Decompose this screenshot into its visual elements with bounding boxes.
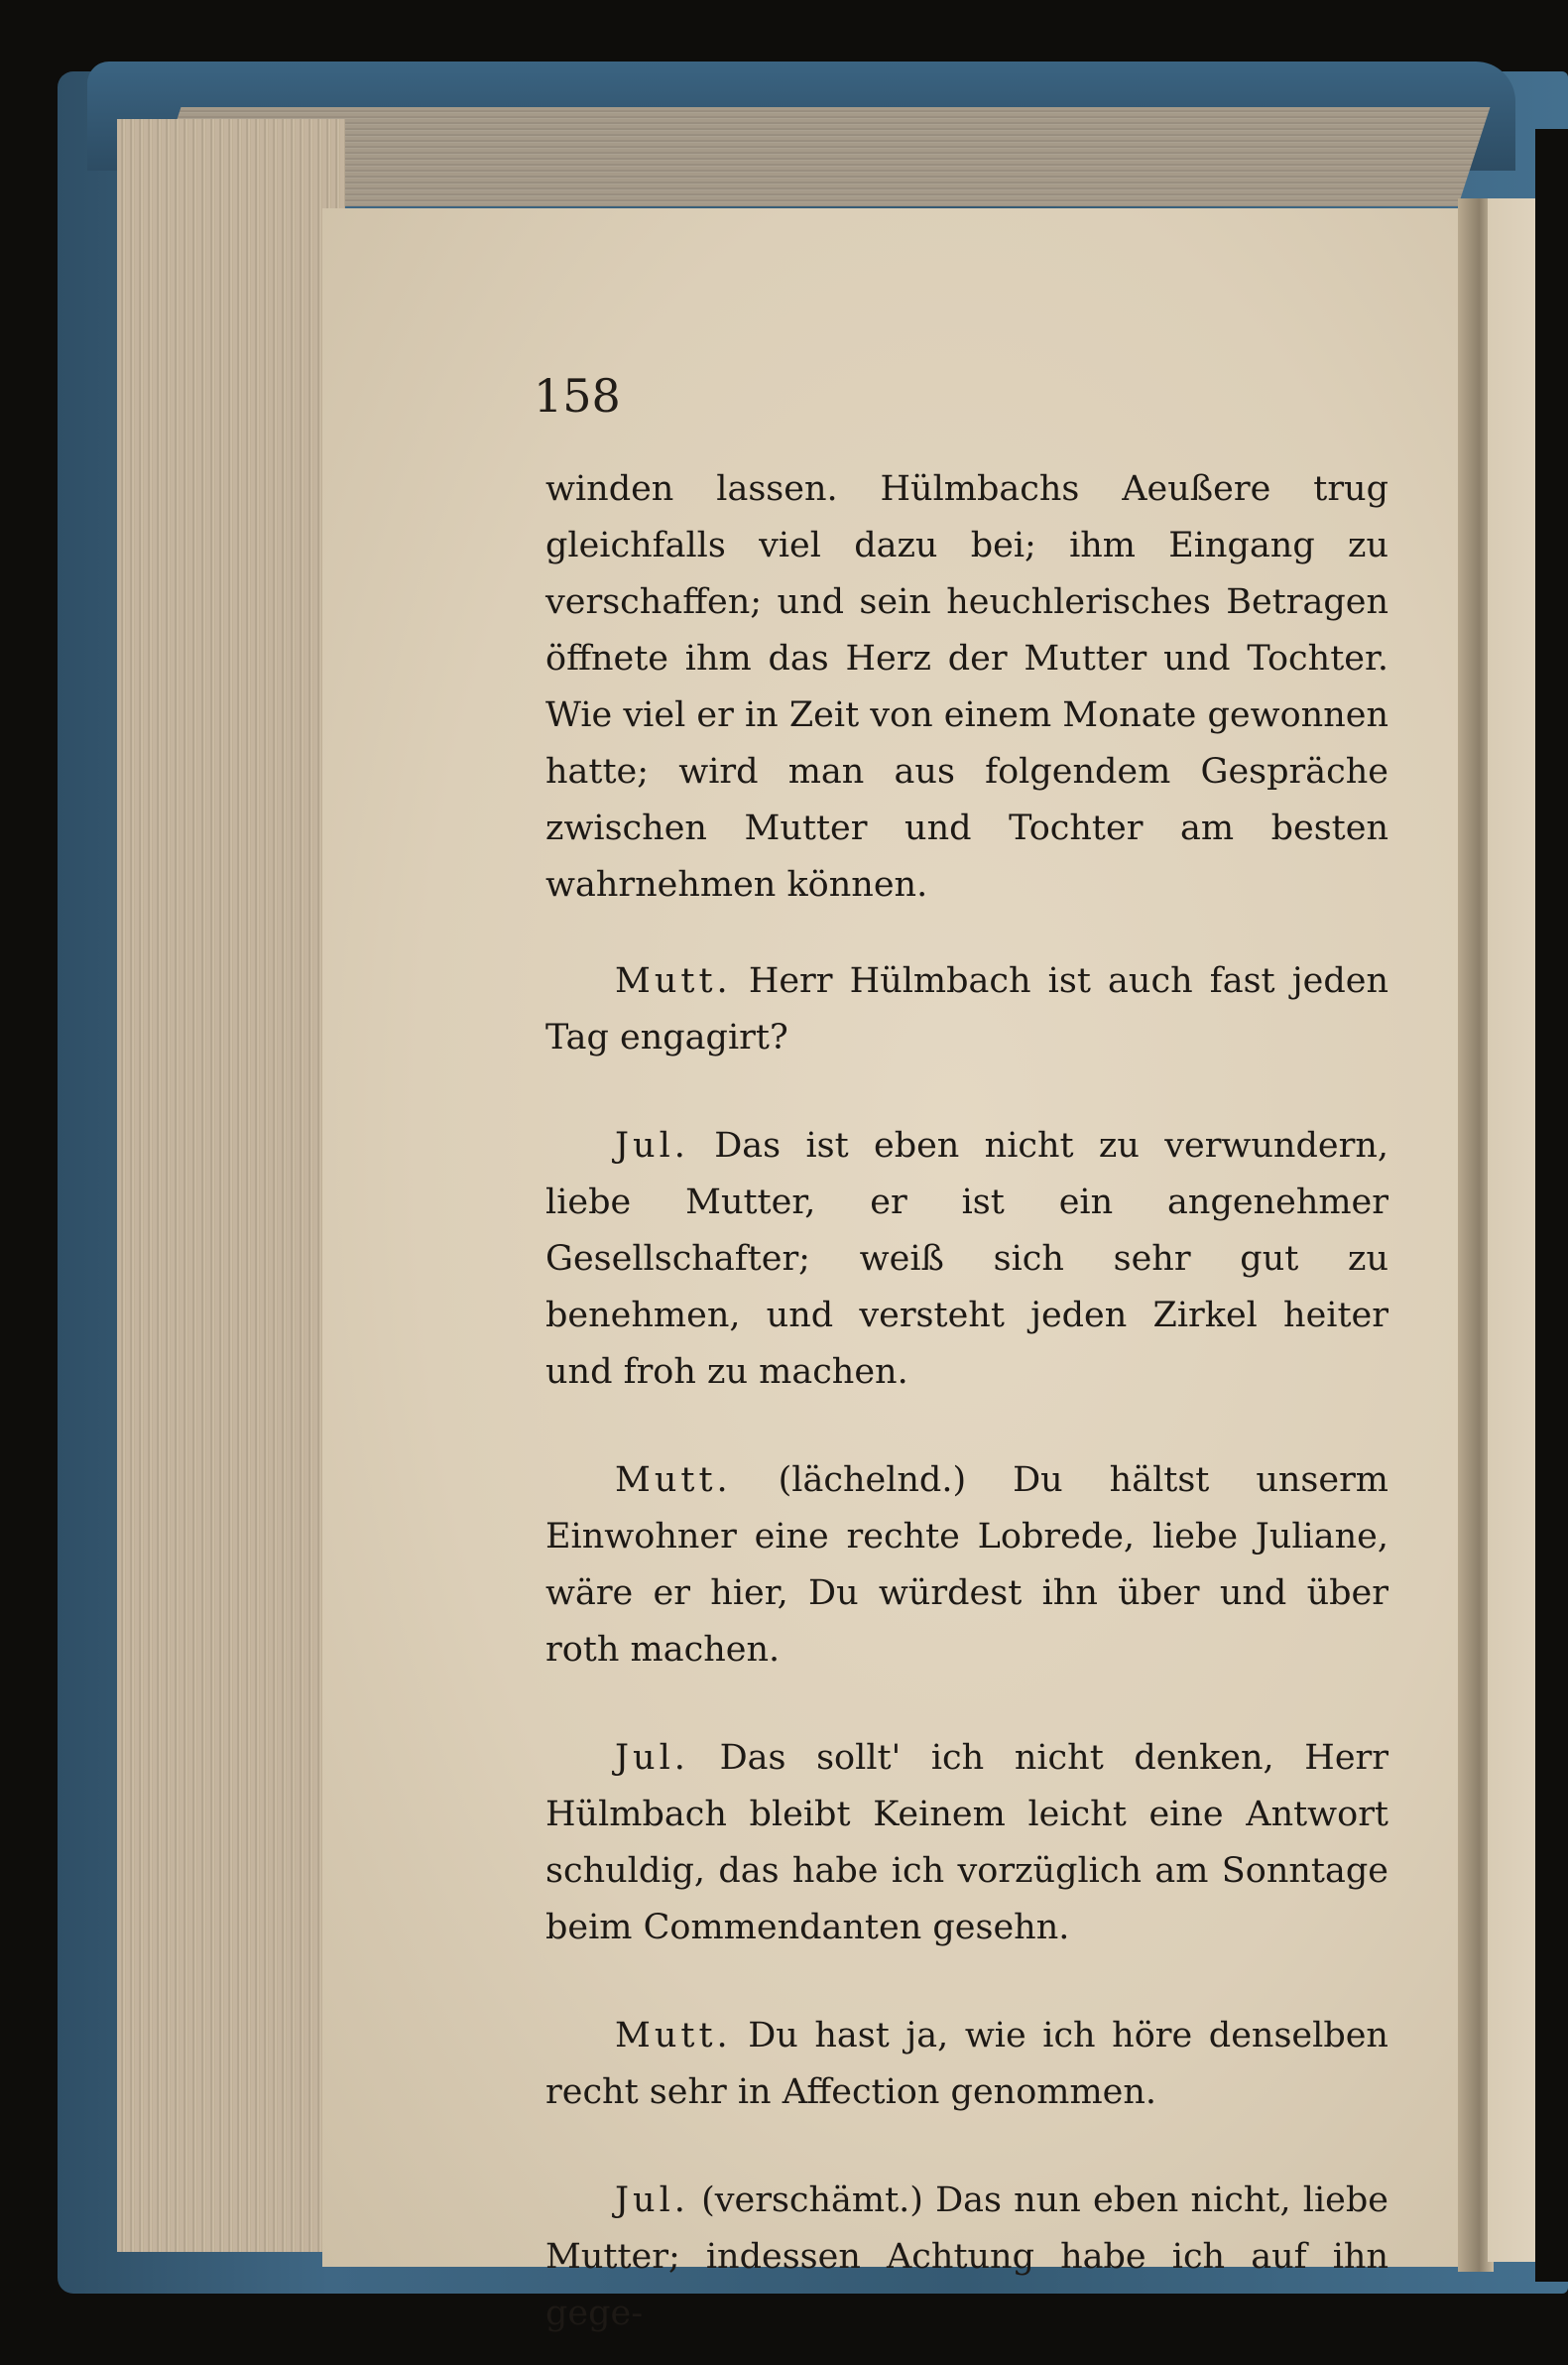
paragraph-text: (lächelnd.) Du hältst unserm Einwohner eine rechte Lobrede, liebe Juliane, wäre er hier, Du würdest ihn über und über roth machen.: [545, 1460, 1388, 1670]
paragraph-text: (verschämt.) Das nun eben nicht, liebe Mutter; indessen Achtung habe ich auf ihn gege-: [545, 2180, 1388, 2333]
speaker-label: Jul.: [615, 1126, 689, 1166]
speaker-label: Mutt.: [615, 961, 732, 1001]
page-number: 158: [534, 369, 621, 423]
background-edge: [1535, 129, 1568, 2282]
speaker-label: Jul.: [615, 1738, 689, 1778]
speaker-label: Mutt.: [615, 1460, 732, 1500]
paragraph-text: Das ist eben nicht zu verwundern, liebe Mutter, er ist ein angenehmer Gesellschafter; weiß sich sehr gut zu benehmen, und versteht jeden Zirkel heiter und froh zu machen.: [545, 1126, 1388, 1392]
speaker-label: Jul.: [615, 2180, 689, 2220]
dialog-paragraph: [545, 2173, 1388, 2342]
page-text: [545, 461, 1388, 2342]
dialog-paragraph: [545, 2008, 1388, 2121]
paragraph-text: Das sollt' ich nicht denken, Herr Hülmbach bleibt Keinem leicht eine Antwort schuldig, das habe ich vorzüglich am Sonntage beim Commendanten gesehn.: [545, 1738, 1388, 1947]
dialog-paragraph: [545, 953, 1388, 1066]
speaker-label: Mutt.: [615, 2016, 732, 2055]
page-edges-side: [117, 119, 345, 2252]
page-edges-top: [149, 107, 1490, 206]
paragraph-text: Du hast ja, wie ich höre denselben recht sehr in Affection genommen.: [545, 2016, 1388, 2112]
dialog-paragraph: [545, 1452, 1388, 1679]
paragraph-text: winden lassen. Hülmbachs Aeußere trug gleichfalls viel dazu bei; ihm Eingang zu verschaffen; und sein heuchlerisches Betragen öffnete ihm das Herz der Mutter und Tochter. Wie viel er in Zeit von einem Monate gewonnen hatte; wird man aus folgendem Gespräche zwischen Mutter und Tochter am besten wahrnehmen können.: [545, 469, 1388, 905]
dialog-paragraph: [545, 1118, 1388, 1401]
paragraph-text: Herr Hülmbach ist auch fast jeden Tag engagirt?: [545, 961, 1388, 1058]
dialog-paragraph: [545, 1730, 1388, 1956]
intro-paragraph: [545, 461, 1388, 914]
